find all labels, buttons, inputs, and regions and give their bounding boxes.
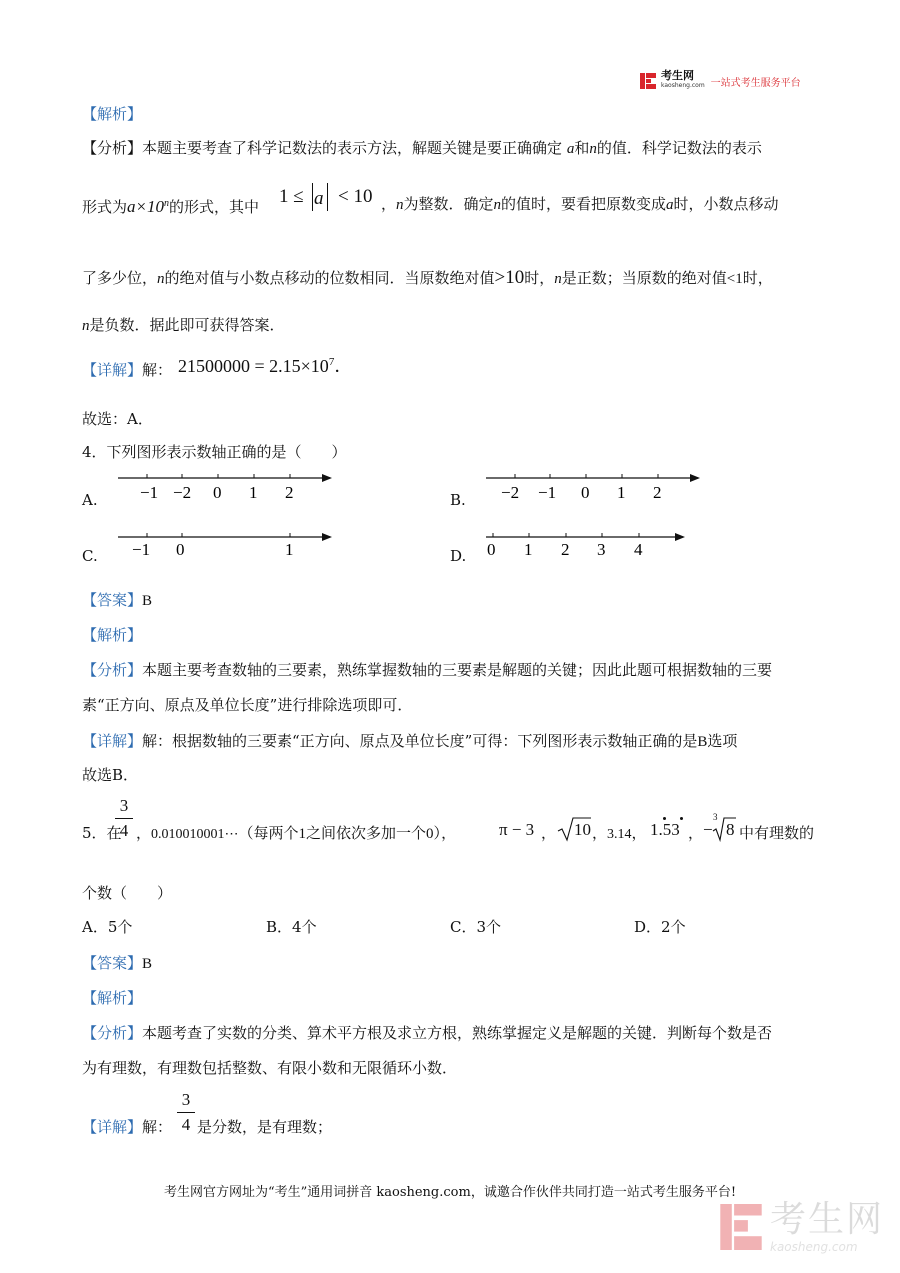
q3-line3-c: 时， [524, 269, 555, 287]
q4-fenxi-label: 【分析】 [82, 661, 143, 679]
q3-detail-label: 【详解】 [82, 361, 143, 379]
q4-answer-label: 【答案】 [82, 591, 143, 609]
sep: ， [631, 824, 647, 842]
q5-fenxi-label: 【分析】 [82, 1024, 143, 1042]
q4-stem: 4．下列图形表示数轴正确的是（ ） [82, 443, 347, 461]
q3-line2-e: 时，小数点移动 [673, 195, 779, 213]
q5-detail-fraction [177, 1090, 195, 1135]
q3-line3-e: 时， [742, 269, 773, 287]
q5-sqrt10: 10 [574, 820, 591, 839]
ineq-left: 1 ≤ [279, 186, 304, 207]
q5-v314: 3.14 [607, 827, 632, 842]
q5-option-a: A．5个 [82, 918, 133, 936]
sep: ， [688, 824, 704, 842]
header-logo [638, 71, 801, 91]
var-n: n [82, 318, 90, 334]
tick-label: 0 [581, 483, 590, 502]
var-n: n [493, 197, 502, 213]
var-a: a [566, 141, 575, 157]
q4-analysis-label: 【解析】 [82, 626, 143, 644]
watermark-logo-icon [718, 1201, 764, 1253]
ineq-abs: a [314, 188, 324, 209]
q4-fenxi-line2: 素“正方向、原点及单位长度”进行排除选项即可． [82, 696, 413, 714]
q3-fenxi-line2 [82, 194, 259, 217]
tick-label: −1 [538, 483, 557, 502]
var-n: n [396, 197, 404, 213]
sep: ， [441, 824, 457, 842]
q3-line3-b: 的绝对值与小数点移动的位数相同．当原数绝对值 [164, 269, 495, 287]
tick-label: 1 [285, 540, 294, 559]
tick-label: 0 [213, 483, 222, 502]
q3-equation [178, 352, 352, 378]
q5-cbrt-idx: 3 [713, 812, 718, 822]
q3-detail-jie: 解： [142, 361, 173, 379]
q5-decimal: 0.010010001⋯ [151, 827, 239, 842]
q4-choose: 故选B． [82, 766, 139, 784]
q4-fenxi-text1: 本题主要考查数轴的三要素，熟练掌握数轴的三要素是解题的关键；因此此题可根据数轴的三要 [142, 661, 773, 679]
q4-option-b-label: B. [450, 491, 466, 509]
q3-fenxi-line4 [82, 315, 285, 336]
frac-num: 3 [119, 796, 129, 815]
q4-answer [82, 590, 152, 611]
q3-line3-a: 了多少位， [82, 269, 158, 287]
q5-detail [82, 1117, 172, 1137]
kaosheng-logo-icon [638, 71, 658, 91]
frac-bar [115, 818, 133, 819]
q3-line2-a: 形式为 [82, 198, 128, 216]
q5-stem-line2: 个数（ ） [82, 884, 173, 902]
tick-label: 1 [249, 483, 258, 502]
tick-label: −1 [140, 483, 159, 502]
watermark-text: 考生网 [770, 1199, 885, 1240]
q4-option-c-label: C. [82, 547, 98, 565]
tick-label: 0 [176, 540, 185, 559]
q5-stem-line1 [136, 823, 456, 845]
q3-detail [82, 360, 172, 380]
tick-label: −1 [132, 540, 151, 559]
var-a: a [666, 197, 674, 213]
q5-answer [82, 953, 152, 974]
q5-answer-value: B [142, 956, 153, 972]
ineq-right: < 10 [338, 186, 373, 207]
q5-cbrt-minus: − [703, 820, 713, 839]
q5-paren-b: 之间依次多加一个 [306, 824, 427, 842]
frac-den: 4 [119, 821, 129, 840]
q4-answer-value: B [142, 593, 153, 609]
q3-line2-rest [381, 194, 779, 215]
q3-line2-c: 为整数．确定 [403, 195, 494, 213]
q4-option-a-label: A. [82, 491, 98, 509]
q5-detail-label: 【详解】 [82, 1118, 143, 1136]
q5-analysis-label: 【解析】 [82, 989, 143, 1007]
q4-option-d-label: D. [450, 547, 467, 565]
q3-fenxi-text-b: 的值．科学记数法的表示 [596, 139, 762, 157]
q4-detail-b: B [697, 734, 708, 750]
q4-detail-end: 选项 [707, 732, 738, 750]
var-n: n [589, 141, 597, 157]
frac-num: 3 [181, 1090, 191, 1109]
frac-bar [177, 1112, 195, 1113]
q3-fenxi-line1 [82, 138, 762, 159]
he: 和 [574, 139, 590, 157]
q5-fenxi-line1 [82, 1023, 772, 1043]
repeat-dot [663, 817, 666, 820]
q5-paren-a: （每两个 [238, 824, 299, 842]
var-n: n [157, 271, 165, 287]
number-line-b [478, 468, 708, 504]
tick-label: 2 [285, 483, 294, 502]
exp-n: n [164, 198, 169, 209]
tick-label: 2 [653, 483, 662, 502]
q5-stem-end: 中有理数的 [739, 824, 815, 842]
q3-fenxi-text-a: 本题主要考查了科学记数法的表示方法，解题关键是要正确确定 [142, 139, 563, 157]
q5-pi-expr: π − 3 [499, 820, 535, 839]
q3-choose: 故选：A． [82, 410, 153, 428]
q5-zero: 0 [426, 826, 434, 842]
q3-line2-d: 的值时，要看把原数变成 [501, 195, 667, 213]
arrow-icon [690, 474, 700, 482]
q3-analysis-label: 【解析】 [82, 105, 143, 123]
frac-den: 4 [181, 1115, 191, 1134]
q4-detail-label: 【详解】 [82, 732, 143, 750]
q5-fenxi-text1: 本题考查了实数的分类、算术平方根及求立方根，熟练掌握定义是解题的关键．判断每个数是否 [142, 1024, 773, 1042]
q5-answer-label: 【答案】 [82, 954, 143, 972]
q3-line2-b: 的形式，其中 [169, 198, 260, 216]
tick-label: 3 [597, 540, 606, 559]
q5-fraction [115, 796, 133, 841]
q3-fenxi-line3 [82, 268, 773, 289]
tick-label: 4 [634, 540, 643, 559]
q5-option-b: B．4个 [266, 918, 317, 936]
logo-sub: kaosheng.com [661, 82, 705, 89]
number-line-a [110, 468, 340, 504]
watermark-sub: kaosheng.com [770, 1240, 858, 1254]
tick-label: −2 [501, 483, 520, 502]
arrow-icon [322, 533, 332, 541]
tick-label: 2 [561, 540, 570, 559]
tick-label: 1 [524, 540, 533, 559]
arrow-icon [322, 474, 332, 482]
tick-label: 1 [617, 483, 626, 502]
q5-option-d: D．2个 [634, 918, 686, 936]
q5-num: 5．在 [82, 824, 122, 842]
q4-detail-text: 解：根据数轴的三要素“正方向、原点及单位长度”可得：下列图形表示数轴正确的是 [142, 732, 698, 750]
var-n: n [554, 271, 562, 287]
repeat-dot [680, 817, 683, 820]
number-line-c [110, 527, 340, 563]
q5-one: 1 [298, 826, 307, 842]
q4-fenxi-line1 [82, 660, 772, 680]
comma: ， [381, 195, 397, 213]
q5-v153: 1.53 [650, 820, 680, 839]
watermark [718, 1200, 884, 1254]
q3-line3-d: 是正数；当原数的绝对值 [561, 269, 727, 287]
lt1: <1 [726, 271, 743, 287]
q5-detail-text: 是分数，是有理数； [197, 1118, 333, 1136]
footer-text: 考生网官方网址为“考生”通用词拼音 kaosheng.com，诚邀合作伙伴共同打造一站式考生服务平台! [163, 1185, 737, 1200]
q5-cbrt-val: 8 [726, 820, 735, 839]
tick-label: 0 [487, 540, 496, 559]
q5-paren-c: ） [433, 824, 442, 842]
arrow-icon [675, 533, 685, 541]
tick-label: −2 [173, 483, 192, 502]
q5-option-c: C．3个 [450, 918, 502, 936]
sep: ， [541, 824, 557, 842]
q3-line4: 是负数．据此即可获得答案． [89, 316, 285, 334]
q3-fenxi-label: 【分析】 [82, 139, 143, 157]
q5-detail-jie: 解： [142, 1118, 173, 1136]
sep: ， [136, 824, 152, 842]
logo-slogan: 一站式考生服务平台 [710, 77, 801, 89]
q5-v314-group [592, 823, 647, 845]
eq-exp: 7 [328, 356, 335, 368]
eq-end: ． [334, 356, 353, 376]
gt10: >10 [494, 267, 525, 288]
number-line-d [478, 527, 708, 563]
eq-main: 21500000 = 2.15×10 [178, 356, 329, 376]
q5-fenxi-line2: 为有理数，有理数包括整数、有限小数和无限循环小数． [82, 1059, 458, 1077]
sep: ， [592, 824, 608, 842]
q4-detail [82, 731, 737, 752]
logo-text: 考生网 [661, 69, 694, 82]
expr-a10n: a×10 [127, 197, 164, 216]
